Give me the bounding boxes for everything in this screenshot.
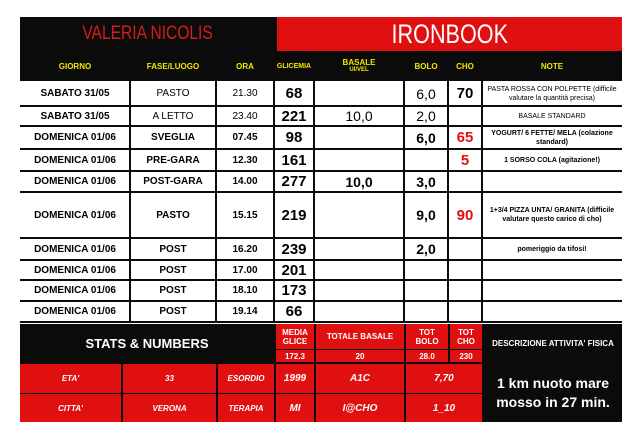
row-3-giorno: DOMENICA 01/06	[34, 154, 116, 166]
row-9-basale-cell	[314, 301, 404, 322]
row-0-note: PASTA ROSSA CON POLPETTE (difficile valutare la quantità precisa)	[487, 85, 617, 102]
row-0-giorno: SABATO 31/05	[40, 88, 110, 99]
row-1-fase: A LETTO	[152, 110, 194, 122]
citta-label: CITTA'	[58, 403, 83, 413]
tot-bolo-value: 28.0	[406, 350, 448, 362]
row-3-bolo-cell	[404, 149, 448, 171]
row-8-fase-cell	[130, 280, 216, 301]
row-7-fase-cell	[130, 260, 216, 280]
row-3-ora-cell	[216, 149, 274, 171]
row-3-ora: 12.30	[232, 154, 258, 166]
tot-cho-label	[450, 324, 482, 349]
row-5-fase: PASTO	[156, 209, 190, 221]
col-header-basale-label: BASALE	[342, 58, 376, 67]
row-0-fase: PASTO	[156, 88, 190, 99]
row-9-cho-cell	[448, 301, 482, 322]
row-0-glicemia: 68	[285, 85, 303, 102]
row-9-giorno-cell	[20, 301, 130, 322]
row-3-glicemia: 161	[281, 151, 307, 169]
row-2-ora-cell	[216, 126, 274, 149]
column-divider	[403, 81, 405, 322]
totale-basale-label	[316, 324, 404, 349]
row-0-cho-cell	[448, 81, 482, 106]
row-8-ora-cell	[216, 280, 274, 301]
row-2-cho-cell	[448, 126, 482, 149]
row-1-giorno-cell	[20, 106, 130, 126]
row-5-note: 1+3/4 PIZZA UNTA/ GRANITA (difficile valutare questo carico di cho)	[489, 207, 615, 223]
row-7-ora-cell	[216, 260, 274, 280]
tot-cho-label-text: TOT CHO	[457, 327, 475, 346]
row-6-giorno-cell	[20, 238, 130, 260]
col-header-ora: ORA	[236, 61, 254, 71]
row-2-fase: SVEGLIA	[151, 132, 195, 143]
row-6-cho-cell	[448, 238, 482, 260]
row-5-bolo: 9,0	[416, 207, 436, 223]
esordio-value: 1999	[283, 373, 307, 384]
row-9-glicemia: 66	[285, 303, 303, 320]
row-9-bolo-cell	[404, 301, 448, 322]
row-7-cho-cell	[448, 260, 482, 280]
row-7-giorno: DOMENICA 01/06	[34, 264, 116, 276]
row-4-basale-cell	[314, 171, 404, 192]
tot-cho-value: 230	[450, 350, 482, 362]
row-6-fase-cell	[130, 238, 216, 260]
row-1-note-cell	[482, 106, 622, 126]
row-1-bolo-cell	[404, 106, 448, 126]
totale-basale-value: 20	[316, 350, 404, 362]
row-1-ora: 23.40	[232, 110, 258, 122]
row-9-ora: 19.14	[232, 306, 258, 317]
col-header-fase: FASE/LUOGO	[146, 61, 200, 71]
row-5-glicemia: 219	[281, 206, 307, 224]
row-0-fase-cell	[130, 81, 216, 106]
row-1-giorno: SABATO 31/05	[40, 110, 110, 122]
tot-bolo-label	[406, 324, 448, 349]
media-glice-label	[276, 324, 314, 349]
row-4-cho-cell	[448, 171, 482, 192]
row-0-ora: 21.30	[232, 88, 258, 99]
row-7-bolo-cell	[404, 260, 448, 280]
row-6-glicemia-cell	[274, 238, 314, 260]
icho-label: I@CHO	[342, 402, 378, 414]
row-0-cho: 70	[456, 85, 474, 102]
row-2-note-cell	[482, 126, 622, 149]
row-6-note-cell	[482, 238, 622, 260]
row-8-cho-cell	[448, 280, 482, 301]
row-8-giorno-cell	[20, 280, 130, 301]
row-9-fase-cell	[130, 301, 216, 322]
row-9-ora-cell	[216, 301, 274, 322]
row-3-fase: PRE-GARA	[146, 154, 200, 166]
row-7-glicemia-cell	[274, 260, 314, 280]
row-0-note-cell	[482, 81, 622, 106]
row-7-fase: POST	[159, 264, 187, 276]
row-3-note: 1 SORSO COLA (agitazione!)	[504, 156, 600, 164]
stats-title: STATS & NUMBERS	[85, 335, 209, 351]
row-2-bolo-cell	[404, 126, 448, 149]
row-5-ora-cell	[216, 192, 274, 238]
stats-title-cell	[20, 324, 274, 362]
row-5-note-cell	[482, 192, 622, 238]
row-8-fase: POST	[159, 285, 187, 296]
terapia-value: MI	[289, 402, 301, 414]
row-3-note-cell	[482, 149, 622, 171]
row-0-giorno-cell	[20, 81, 130, 106]
icho-value: 1_10	[432, 402, 456, 414]
row-8-bolo-cell	[404, 280, 448, 301]
row-4-bolo: 3,0	[416, 173, 436, 190]
row-4-note-cell	[482, 171, 622, 192]
col-header-giorno: GIORNO	[58, 61, 92, 71]
row-1-ora-cell	[216, 106, 274, 126]
activity-label-cell	[484, 324, 622, 362]
row-7-ora: 17.00	[232, 264, 258, 276]
column-divider	[215, 81, 217, 322]
column-divider	[129, 81, 131, 322]
column-divider	[273, 81, 275, 322]
app-title-cell	[277, 17, 622, 51]
row-2-glicemia: 98	[285, 129, 303, 146]
a1c-label: A1C	[349, 373, 370, 384]
row-5-giorno-cell	[20, 192, 130, 238]
eta-value: 33	[165, 374, 174, 383]
row-8-glicemia-cell	[274, 280, 314, 301]
row-1-basale-cell	[314, 106, 404, 126]
row-1-glicemia-cell	[274, 106, 314, 126]
row-0-bolo-cell	[404, 81, 448, 106]
row-4-ora-cell	[216, 171, 274, 192]
row-9-giorno: DOMENICA 01/06	[34, 306, 116, 317]
app-title: IRONBOOK	[391, 18, 508, 49]
eta-label: ETA'	[61, 374, 80, 383]
row-5-cho-cell	[448, 192, 482, 238]
row-1-cho-cell	[448, 106, 482, 126]
row-9-glicemia-cell	[274, 301, 314, 322]
row-8-giorno: DOMENICA 01/06	[34, 285, 116, 296]
row-5-ora: 15.15	[232, 209, 258, 221]
media-glice-label-text: MEDIA GLICE	[282, 327, 308, 346]
ironbook-sheet	[20, 17, 622, 422]
row-0-bolo: 6,0	[416, 85, 436, 102]
column-divider	[313, 81, 315, 322]
row-7-giorno-cell	[20, 260, 130, 280]
row-4-ora: 14.00	[232, 176, 258, 187]
row-6-fase: POST	[159, 243, 187, 255]
row-6-bolo: 2,0	[416, 241, 436, 257]
totale-basale-label-text: TOTALE BASALE	[326, 332, 394, 341]
media-glice-value: 172.3	[276, 350, 314, 362]
row-3-fase-cell	[130, 149, 216, 171]
row-5-basale-cell	[314, 192, 404, 238]
row-5-fase-cell	[130, 192, 216, 238]
row-3-glicemia-cell	[274, 149, 314, 171]
row-2-fase-cell	[130, 126, 216, 149]
row-1-bolo: 2,0	[416, 108, 436, 124]
row-3-basale-cell	[314, 149, 404, 171]
tot-bolo-label-text: TOT BOLO	[415, 327, 439, 346]
terapia-label: TERAPIA	[228, 403, 264, 413]
row-4-glicemia-cell	[274, 171, 314, 192]
row-6-basale-cell	[314, 238, 404, 260]
row-2-note: YOGURT/ 6 FETTE/ MELA (colazione standard)	[491, 129, 613, 146]
row-9-fase: POST	[159, 306, 187, 317]
row-4-fase-cell	[130, 171, 216, 192]
row-0-basale-cell	[314, 81, 404, 106]
activity-label: DESCRIZIONE ATTIVITA' FISICA	[492, 338, 614, 348]
row-4-giorno-cell	[20, 171, 130, 192]
row-0-ora-cell	[216, 81, 274, 106]
row-5-glicemia-cell	[274, 192, 314, 238]
row-1-glicemia: 221	[281, 107, 307, 125]
row-8-glicemia: 173	[281, 282, 307, 299]
row-2-glicemia-cell	[274, 126, 314, 149]
row-8-basale-cell	[314, 280, 404, 301]
row-6-ora-cell	[216, 238, 274, 260]
row-2-basale-cell	[314, 126, 404, 149]
col-header-bolo: BOLO	[414, 61, 438, 71]
col-header-note: NOTE	[540, 61, 564, 71]
a1c-value: 7,70	[434, 373, 454, 384]
col-header-cho: CHO	[456, 61, 474, 71]
row-7-note-cell	[482, 260, 622, 280]
row-7-glicemia: 201	[281, 261, 307, 279]
col-header-glicemia: GLICEMIA	[276, 62, 312, 70]
row-9-note-cell	[482, 301, 622, 322]
column-divider	[447, 81, 449, 322]
row-4-glicemia: 277	[281, 173, 307, 190]
row-3-cho-cell	[448, 149, 482, 171]
row-4-giorno: DOMENICA 01/06	[34, 176, 116, 187]
row-2-giorno-cell	[20, 126, 130, 149]
row-6-giorno: DOMENICA 01/06	[34, 243, 116, 255]
row-2-bolo: 6,0	[416, 129, 436, 146]
row-1-fase-cell	[130, 106, 216, 126]
row-4-fase: POST-GARA	[143, 176, 203, 187]
row-3-giorno-cell	[20, 149, 130, 171]
esordio-label: ESORDIO	[227, 374, 265, 383]
row-2-cho: 65	[456, 129, 474, 146]
row-8-ora: 18.10	[232, 285, 258, 296]
row-0-glicemia-cell	[274, 81, 314, 106]
row-8-note-cell	[482, 280, 622, 301]
row-6-bolo-cell	[404, 238, 448, 260]
athlete-name-cell	[20, 17, 276, 51]
row-3-cho: 5	[460, 151, 470, 169]
row-1-basale: 10,0	[345, 108, 373, 124]
column-divider	[481, 81, 483, 322]
row-5-bolo-cell	[404, 192, 448, 238]
row-4-bolo-cell	[404, 171, 448, 192]
row-2-giorno: DOMENICA 01/06	[34, 132, 116, 143]
row-4-basale: 10,0	[345, 173, 373, 190]
activity-value: 1 km nuoto mare mosso in 27 min.	[496, 375, 610, 410]
row-1-note: BASALE STANDARD	[518, 112, 586, 120]
col-header-basale-unit: UI/VEL	[349, 67, 369, 73]
row-6-glicemia: 239	[281, 240, 307, 258]
row-2-ora: 07.45	[232, 132, 258, 143]
row-5-cho: 90	[456, 206, 474, 224]
athlete-name: VALERIA NICOLIS	[82, 23, 214, 44]
row-6-note: pomeriggio da tifosi!	[517, 245, 587, 253]
row-6-ora: 16.20	[232, 243, 258, 255]
citta-value: VERONA	[152, 403, 187, 413]
row-divider	[20, 321, 622, 323]
col-header-basale	[314, 51, 404, 81]
row-7-basale-cell	[314, 260, 404, 280]
row-5-giorno: DOMENICA 01/06	[34, 209, 116, 221]
